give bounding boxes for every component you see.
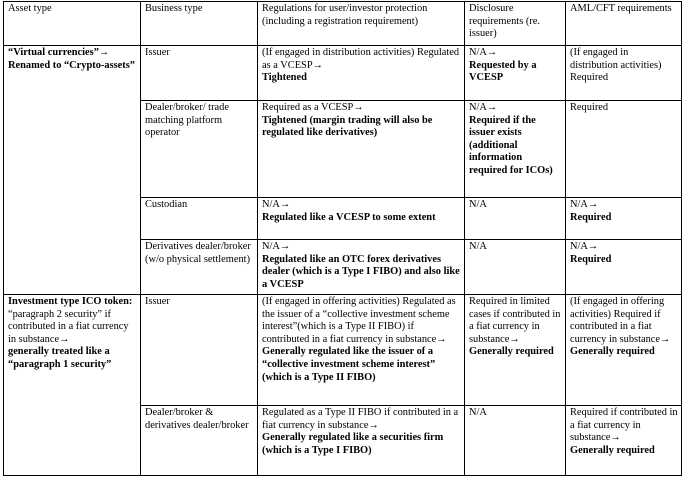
header-regulations: Regulations for user/investor protection (including a registration requirement) <box>258 2 465 46</box>
aml-cell: N/A→ Required <box>566 240 682 295</box>
table-row <box>4 46 682 101</box>
header-row <box>4 2 682 46</box>
disclosure-cell: N/A→ Requested by a VCESP <box>465 46 566 101</box>
regulations-cell: N/A→ Regulated like an OTC forex derivatives dealer (which is a Type I FIBO) and also like a VCESP <box>258 240 465 295</box>
regulations-cell: Regulated as a Type II FIBO if contributed in a fiat currency in substance→ Generally regulated like a securities firm (which is a Type I FIBO) <box>258 406 465 476</box>
header-asset-type: Asset type <box>4 2 141 46</box>
header-disclosure: Disclosure requirements (re. issuer) <box>465 2 566 46</box>
business-type-cell: Dealer/broker & derivatives dealer/broker <box>141 406 258 476</box>
business-type-cell: Dealer/broker/ trade matching platform operator <box>141 101 258 198</box>
business-type-cell: Derivatives dealer/broker (w/o physical settlement) <box>141 240 258 295</box>
aml-cell: Required <box>566 101 682 198</box>
regulations-cell: (If engaged in distribution activities) Regulated as a VCESP→ Tightened <box>258 46 465 101</box>
disclosure-cell: N/A <box>465 240 566 295</box>
business-type-cell: Custodian <box>141 198 258 240</box>
disclosure-cell: N/A <box>465 198 566 240</box>
regulations-cell: Required as a VCESP→ Tightened (margin trading will also be regulated like derivatives) <box>258 101 465 198</box>
aml-cell: N/A→ Required <box>566 198 682 240</box>
asset-type-virtual-text: “Virtual currencies”→ Renamed to “Crypto-assets” <box>8 47 135 71</box>
regulations-cell: N/A→ Regulated like a VCESP to some extent <box>258 198 465 240</box>
header-aml: AML/CFT requirements <box>566 2 682 46</box>
asset-type-ico: Investment type ICO token: “paragraph 2 security” if contributed in a fiat currency in substance→ generally treated like a “paragraph 1 security” <box>4 295 141 476</box>
regulation-table <box>3 1 682 476</box>
table-row <box>4 295 682 406</box>
regulations-cell: (If engaged in offering activities) Regulated as the issuer of a “collective investment scheme interest”(which is a Type II FIBO) if contributed in a fiat currency in substance→ Generally regulated like the issuer of a “collective investment scheme interest” (which is a Type II FIBO) <box>258 295 465 406</box>
business-type-cell: Issuer <box>141 295 258 406</box>
asset-type-virtual <box>4 46 141 295</box>
header-business-type: Business type <box>141 2 258 46</box>
business-type-cell: Issuer <box>141 46 258 101</box>
disclosure-cell: Required in limited cases if contributed in a fiat currency in substance→ Generally required <box>465 295 566 406</box>
disclosure-cell: N/A <box>465 406 566 476</box>
aml-cell: (If engaged in distribution activities) Required <box>566 46 682 101</box>
disclosure-cell: N/A→ Required if the issuer exists (additional information required for ICOs) <box>465 101 566 198</box>
aml-cell: Required if contributed in a fiat currency in substance→ Generally required <box>566 406 682 476</box>
aml-cell: (If engaged in offering activities) Required if contributed in a fiat currency in substance→ Generally required <box>566 295 682 406</box>
